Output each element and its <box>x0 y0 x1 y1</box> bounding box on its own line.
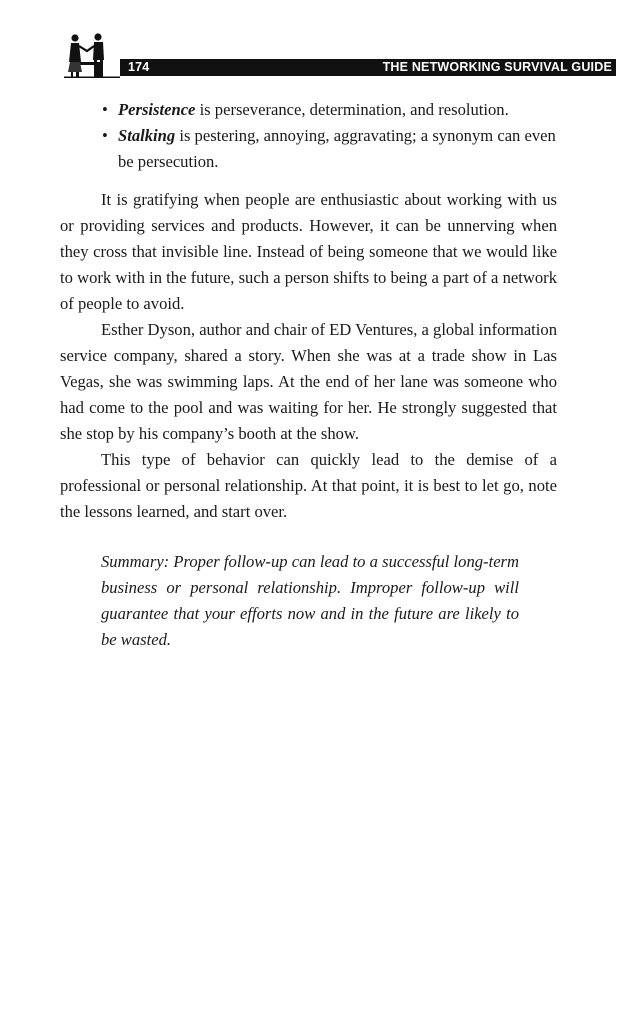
list-item <box>60 97 557 123</box>
body-paragraph: Esther Dyson, author and chair of ED Ventures, a global information service company, shared a story. When she was at a trade show in Las Vegas, she was swimming laps. At the end of her lane was someone who had come to the pool and was waiting for her. He strongly suggested that she stop by his company’s booth at the show. <box>60 320 557 443</box>
summary-paragraph: Summary: Proper follow-up can lead to a successful long-term business or personal relationship. Improper follow-up will guarantee that your efforts now and in the future are likely to be wasted. <box>101 552 519 649</box>
list-item <box>60 123 557 175</box>
page-number: 174 <box>128 60 150 74</box>
body-paragraph: It is gratifying when people are enthusiastic about working with us or providing services and products. However, it can be unnerving when they cross that invisible line. Instead of being someone that we would like to work with in the future, such a person shifts to being a part of a network of people to avoid. <box>60 190 557 313</box>
definition-term: Stalking <box>118 126 176 145</box>
page-header <box>60 28 612 78</box>
definition-list <box>60 97 557 175</box>
two-people-handshake-icon <box>60 32 120 78</box>
definition-term: Persistence <box>118 100 196 119</box>
page-content <box>60 97 557 653</box>
body-paragraph: This type of behavior can quickly lead to the demise of a professional or personal relationship. At that point, it is best to let go, note the lessons learned, and start over. <box>60 450 557 521</box>
bullet-icon: • <box>102 100 108 119</box>
definition-text: is pestering, annoying, aggravating; a synonym can even be persecution. <box>118 126 556 171</box>
header-bar <box>120 59 616 76</box>
running-head: THE NETWORKING SURVIVAL GUIDE <box>382 60 612 74</box>
definition-text: is perseverance, determination, and resolution. <box>195 100 509 119</box>
bullet-icon: • <box>102 126 108 145</box>
